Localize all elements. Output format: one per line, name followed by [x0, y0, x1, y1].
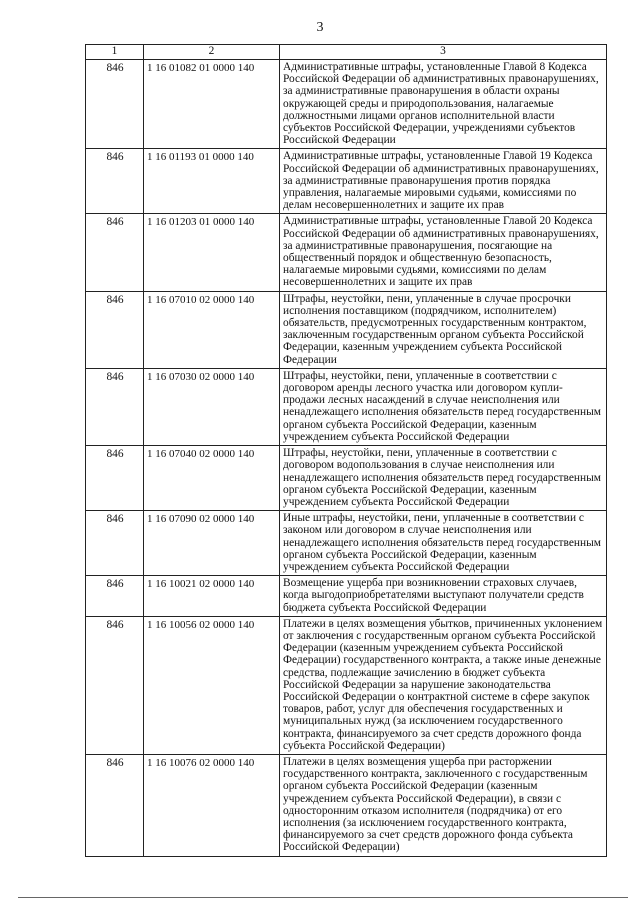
table-header-row	[86, 45, 607, 60]
description-cell: Административные штрафы, установленные Главой 20 Кодекса Российской Федерации об административных правонарушениях, за административные правонарушения, посягающие на общественный порядок и общественную безопасность, налагаемые мировыми судьями, комиссиями по делам несовершеннолетних и защите их прав	[280, 214, 607, 291]
description-cell: Платежи в целях возмещения ущерба при расторжении государственного контракта, заключенного с государственным органом субъекта Российской Федерации (казенным учреждением субъекта Российской Федерации), в связи с односторонним отказом исполнителя (подрядчика) от его исполнения (за исключением государственного контракта, финансируемого за счет средств дорожного фонда субъекта Российской Федерации)	[280, 754, 607, 856]
budget-code-cell: 1 16 10056 02 0000 140	[144, 616, 280, 754]
budget-code-cell: 1 16 07030 02 0000 140	[144, 368, 280, 445]
table-row	[86, 60, 607, 149]
admin-code-cell: 846	[86, 616, 144, 754]
revenue-codes-table	[85, 44, 607, 857]
admin-code-cell: 846	[86, 149, 144, 214]
table-row	[86, 616, 607, 754]
description-cell: Штрафы, неустойки, пени, уплаченные в соответствии с договором аренды лесного участка или договором купли-продажи лесных насаждений в случае неисполнения или ненадлежащего исполнения обязательств перед государственным органом субъекта Российской Федерации, казенным учреждением субъекта Российской Федерации	[280, 368, 607, 445]
budget-code-cell: 1 16 10076 02 0000 140	[144, 754, 280, 856]
budget-code-cell: 1 16 07010 02 0000 140	[144, 291, 280, 368]
column-header-1: 1	[86, 45, 144, 60]
description-cell: Административные штрафы, установленные Главой 19 Кодекса Российской Федерации об административных правонарушениях, за административные правонарушения против порядка управления, налагаемые мировыми судьями, комиссиями по делам несовершеннолетних и защите их прав	[280, 149, 607, 214]
admin-code-cell: 846	[86, 754, 144, 856]
table-row	[86, 576, 607, 617]
table-row	[86, 149, 607, 214]
description-cell: Возмещение ущерба при возникновении страховых случаев, когда выгодоприобретателями выступают получатели средств бюджета субъекта Российской Федерации	[280, 576, 607, 617]
admin-code-cell: 846	[86, 576, 144, 617]
budget-code-cell: 1 16 07040 02 0000 140	[144, 446, 280, 511]
description-cell: Штрафы, неустойки, пени, уплаченные в случае просрочки исполнения поставщиком (подрядчиком, исполнителем) обязательств, предусмотренных государственным контрактом, заключенным государственным органом субъекта Российской Федерации, казенным учреждением субъекта Российской Федерации	[280, 291, 607, 368]
table-row	[86, 511, 607, 576]
table-row	[86, 754, 607, 856]
description-cell: Штрафы, неустойки, пени, уплаченные в соответствии с договором водопользования в случае неисполнения или ненадлежащего исполнения обязательств перед государственным органом субъекта Российской Федерации, казенным учреждением субъекта Российской Федерации	[280, 446, 607, 511]
description-cell: Административные штрафы, установленные Главой 8 Кодекса Российской Федерации об административных правонарушениях, за административные правонарушения в области охраны окружающей среды и природопользования, налагаемые должностными лицами органов исполнительной власти субъектов Российской Федерации, учреждениями субъектов Российской Федерации	[280, 60, 607, 149]
description-cell: Платежи в целях возмещения убытков, причиненных уклонением от заключения с государственным органом субъекта Российской Федерации (казенным учреждением субъекта Российской Федерации) государственного контракта, а также иные денежные средства, подлежащие зачислению в бюджет субъекта Российской Федерации за нарушение законодательства Российской Федерации о контрактной системе в сфере закупок товаров, работ, услуг для обеспечения государственных и муниципальных нужд (за исключением государственного контракта, финансируемого за счет средств дорожного фонда субъекта Российской Федерации)	[280, 616, 607, 754]
admin-code-cell: 846	[86, 291, 144, 368]
admin-code-cell: 846	[86, 60, 144, 149]
budget-code-cell: 1 16 10021 02 0000 140	[144, 576, 280, 617]
budget-code-cell: 1 16 01193 01 0000 140	[144, 149, 280, 214]
table-row	[86, 214, 607, 291]
bottom-scan-line	[18, 897, 628, 898]
column-header-3: 3	[280, 45, 607, 60]
budget-code-cell: 1 16 07090 02 0000 140	[144, 511, 280, 576]
admin-code-cell: 846	[86, 511, 144, 576]
table-row	[86, 291, 607, 368]
admin-code-cell: 846	[86, 214, 144, 291]
budget-code-cell: 1 16 01082 01 0000 140	[144, 60, 280, 149]
table-row	[86, 368, 607, 445]
column-header-2: 2	[144, 45, 280, 60]
description-cell: Иные штрафы, неустойки, пени, уплаченные в соответствии с законом или договором в случае неисполнения или ненадлежащего исполнения обязательств перед государственным органом субъекта Российской Федерации, казенным учреждением субъекта Российской Федерации	[280, 511, 607, 576]
admin-code-cell: 846	[86, 446, 144, 511]
page-number: 3	[316, 20, 324, 35]
admin-code-cell: 846	[86, 368, 144, 445]
table-row	[86, 446, 607, 511]
budget-code-cell: 1 16 01203 01 0000 140	[144, 214, 280, 291]
